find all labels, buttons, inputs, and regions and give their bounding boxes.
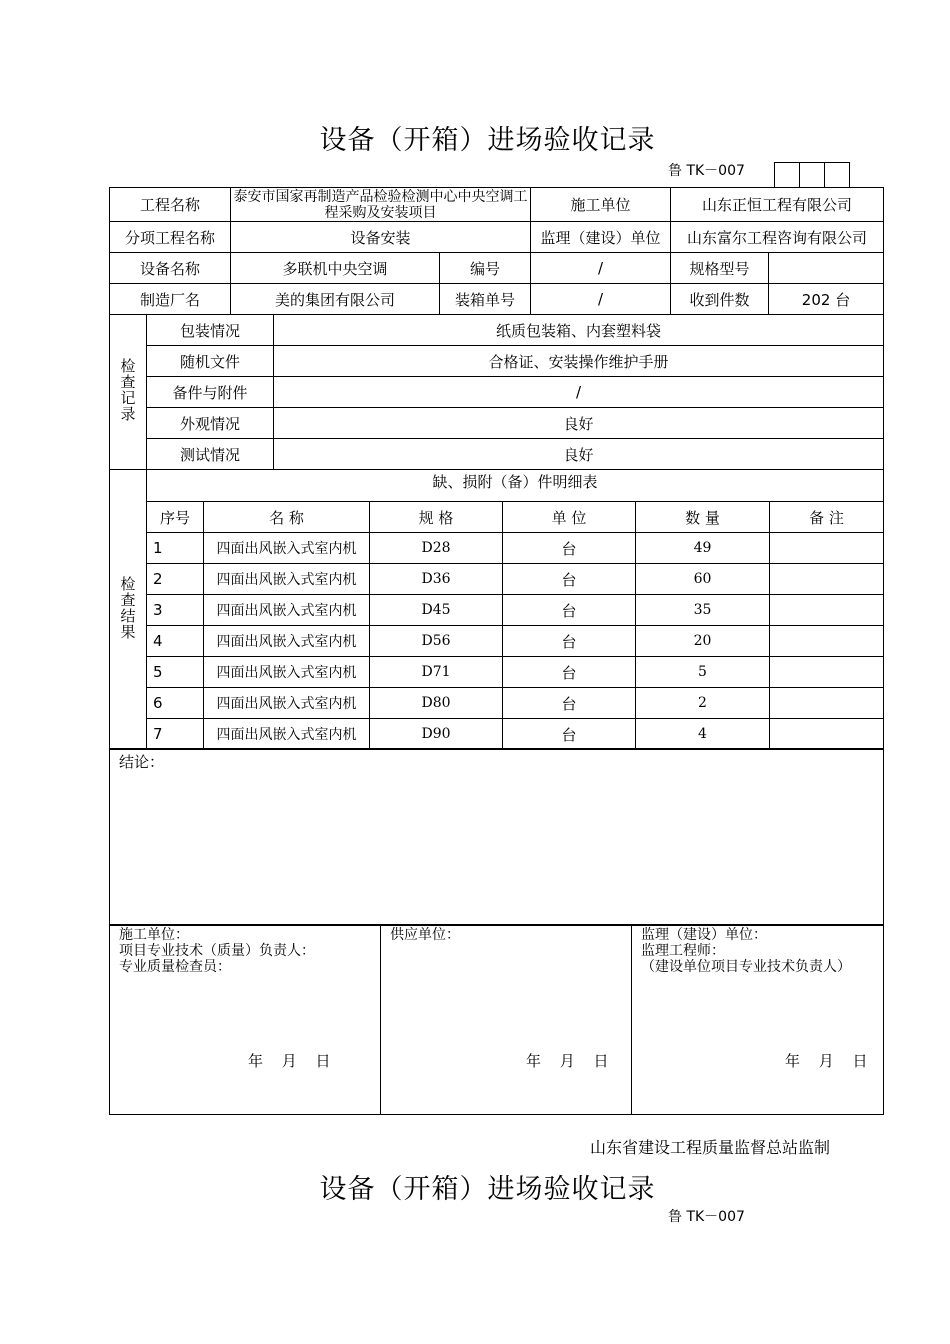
row-index: 1 [147, 533, 204, 564]
project-name-value: 泰安市国家再制造产品检验检测中心中央空调工程采购及安装项目 [231, 188, 531, 222]
row-remark [770, 719, 884, 750]
equipment-name-label: 设备名称 [110, 253, 231, 284]
sub-project-value: 设备安装 [231, 222, 531, 253]
row-remark [770, 533, 884, 564]
row-name: 四面出风嵌入式室内机 [204, 688, 370, 719]
row-spec: D28 [370, 533, 503, 564]
signature-line: 施工单位： [119, 927, 189, 943]
row-name: 四面出风嵌入式室内机 [204, 595, 370, 626]
row-qty: 2 [636, 688, 770, 719]
row-unit: 台 [503, 595, 636, 626]
col-header: 名 称 [204, 502, 370, 533]
row-spec: D80 [370, 688, 503, 719]
row-spec: D56 [370, 626, 503, 657]
col-header: 备 注 [770, 502, 884, 533]
header-table [109, 187, 884, 315]
signature-date: 年 月 日 [248, 1052, 331, 1070]
row-index: 4 [147, 626, 204, 657]
row-index: 7 [147, 719, 204, 750]
row-qty: 5 [636, 657, 770, 688]
signature-date: 年 月 日 [526, 1052, 609, 1070]
row-index: 6 [147, 688, 204, 719]
row-qty: 4 [636, 719, 770, 750]
table-row [110, 626, 884, 657]
contractor-value: 山东正恒工程有限公司 [671, 188, 884, 222]
row-qty: 20 [636, 626, 770, 657]
record-label: 包装情况 [147, 315, 274, 346]
table-row [110, 533, 884, 564]
code-box [774, 162, 800, 188]
supplier-signature-cell [381, 925, 632, 1115]
row-remark [770, 626, 884, 657]
signature-line: （建设单位项目专业技术负责人） [641, 959, 851, 975]
record-label: 随机文件 [147, 346, 274, 377]
col-header: 规 格 [370, 502, 503, 533]
code-boxes [775, 162, 850, 188]
record-label: 备件与附件 [147, 377, 274, 408]
inspection-result-section [110, 470, 147, 750]
supervisor-value: 山东富尔工程咨询有限公司 [671, 222, 884, 253]
row-unit: 台 [503, 533, 636, 564]
row-name: 四面出风嵌入式室内机 [204, 657, 370, 688]
manufacturer-label: 制造厂名 [110, 284, 231, 315]
repeat-title: 设备（开箱）进场验收记录 [319, 1174, 656, 1205]
sub-project-label: 分项工程名称 [110, 222, 231, 253]
table-row [110, 657, 884, 688]
row-spec: D45 [370, 595, 503, 626]
table-row [110, 564, 884, 595]
row-index: 2 [147, 564, 204, 595]
table-row [110, 688, 884, 719]
row-name: 四面出风嵌入式室内机 [204, 533, 370, 564]
col-header: 序号 [147, 502, 204, 533]
footer-org: 山东省建设工程质量监督总站监制 [590, 1138, 831, 1157]
project-name-label: 工程名称 [110, 188, 231, 222]
equipment-name-value: 多联机中央空调 [231, 253, 440, 284]
spec-value [769, 253, 884, 284]
row-name: 四面出风嵌入式室内机 [204, 719, 370, 750]
number-value: / [531, 253, 671, 284]
row-spec: D90 [370, 719, 503, 750]
spec-label: 规格型号 [671, 253, 769, 284]
row-index: 3 [147, 595, 204, 626]
inspection-result-label: 检查结果 [118, 575, 137, 640]
repeat-form-code: 鲁 TK－007 [668, 1209, 745, 1225]
table-row [110, 719, 884, 750]
record-label: 外观情况 [147, 408, 274, 439]
row-unit: 台 [503, 626, 636, 657]
record-value: 纸质包装箱、内套塑料袋 [274, 315, 884, 346]
row-name: 四面出风嵌入式室内机 [204, 626, 370, 657]
contractor-signature-cell [110, 925, 381, 1115]
row-qty: 35 [636, 595, 770, 626]
row-remark [770, 595, 884, 626]
record-value: 良好 [274, 408, 884, 439]
row-remark [770, 657, 884, 688]
conclusion-table [109, 748, 884, 926]
row-index: 5 [147, 657, 204, 688]
detail-table-title: 缺、损附（备）件明细表 [147, 470, 884, 502]
row-unit: 台 [503, 564, 636, 595]
signature-line: 供应单位： [390, 927, 460, 943]
row-unit: 台 [503, 688, 636, 719]
supervisor-label: 监理（建设）单位 [531, 222, 671, 253]
manufacturer-value: 美的集团有限公司 [231, 284, 440, 315]
signature-date: 年 月 日 [785, 1052, 868, 1070]
inspection-record-label: 检查记录 [118, 358, 137, 422]
record-value: 良好 [274, 439, 884, 470]
row-remark [770, 564, 884, 595]
row-remark [770, 688, 884, 719]
signature-line: 专业质量检查员： [119, 959, 231, 975]
page-title: 设备（开箱）进场验收记录 [319, 125, 656, 156]
table-row [110, 595, 884, 626]
signature-table [109, 924, 884, 1115]
row-name: 四面出风嵌入式室内机 [204, 564, 370, 595]
row-unit: 台 [503, 657, 636, 688]
col-header: 数 量 [636, 502, 770, 533]
code-box [799, 162, 825, 188]
inspection-result-table [109, 469, 884, 750]
row-spec: D36 [370, 564, 503, 595]
signature-line: 项目专业技术（质量）负责人： [119, 943, 315, 959]
inspection-record-table [109, 314, 884, 470]
conclusion-label: 结论： [110, 749, 884, 926]
received-label: 收到件数 [671, 284, 769, 315]
supervisor-signature-cell [632, 925, 884, 1115]
row-qty: 49 [636, 533, 770, 564]
received-value: 202 台 [769, 284, 884, 315]
record-label: 测试情况 [147, 439, 274, 470]
form-code: 鲁 TK－007 [668, 163, 745, 179]
contractor-label: 施工单位 [531, 188, 671, 222]
row-spec: D71 [370, 657, 503, 688]
code-box [824, 162, 850, 188]
record-value: / [274, 377, 884, 408]
packing-no-value: / [531, 284, 671, 315]
packing-no-label: 装箱单号 [440, 284, 531, 315]
signature-line: 监理（建设）单位： [641, 927, 767, 943]
number-label: 编号 [440, 253, 531, 284]
row-unit: 台 [503, 719, 636, 750]
row-qty: 60 [636, 564, 770, 595]
inspection-record-section [110, 315, 147, 470]
col-header: 单 位 [503, 502, 636, 533]
signature-line: 监理工程师： [641, 943, 725, 959]
record-value: 合格证、安装操作维护手册 [274, 346, 884, 377]
